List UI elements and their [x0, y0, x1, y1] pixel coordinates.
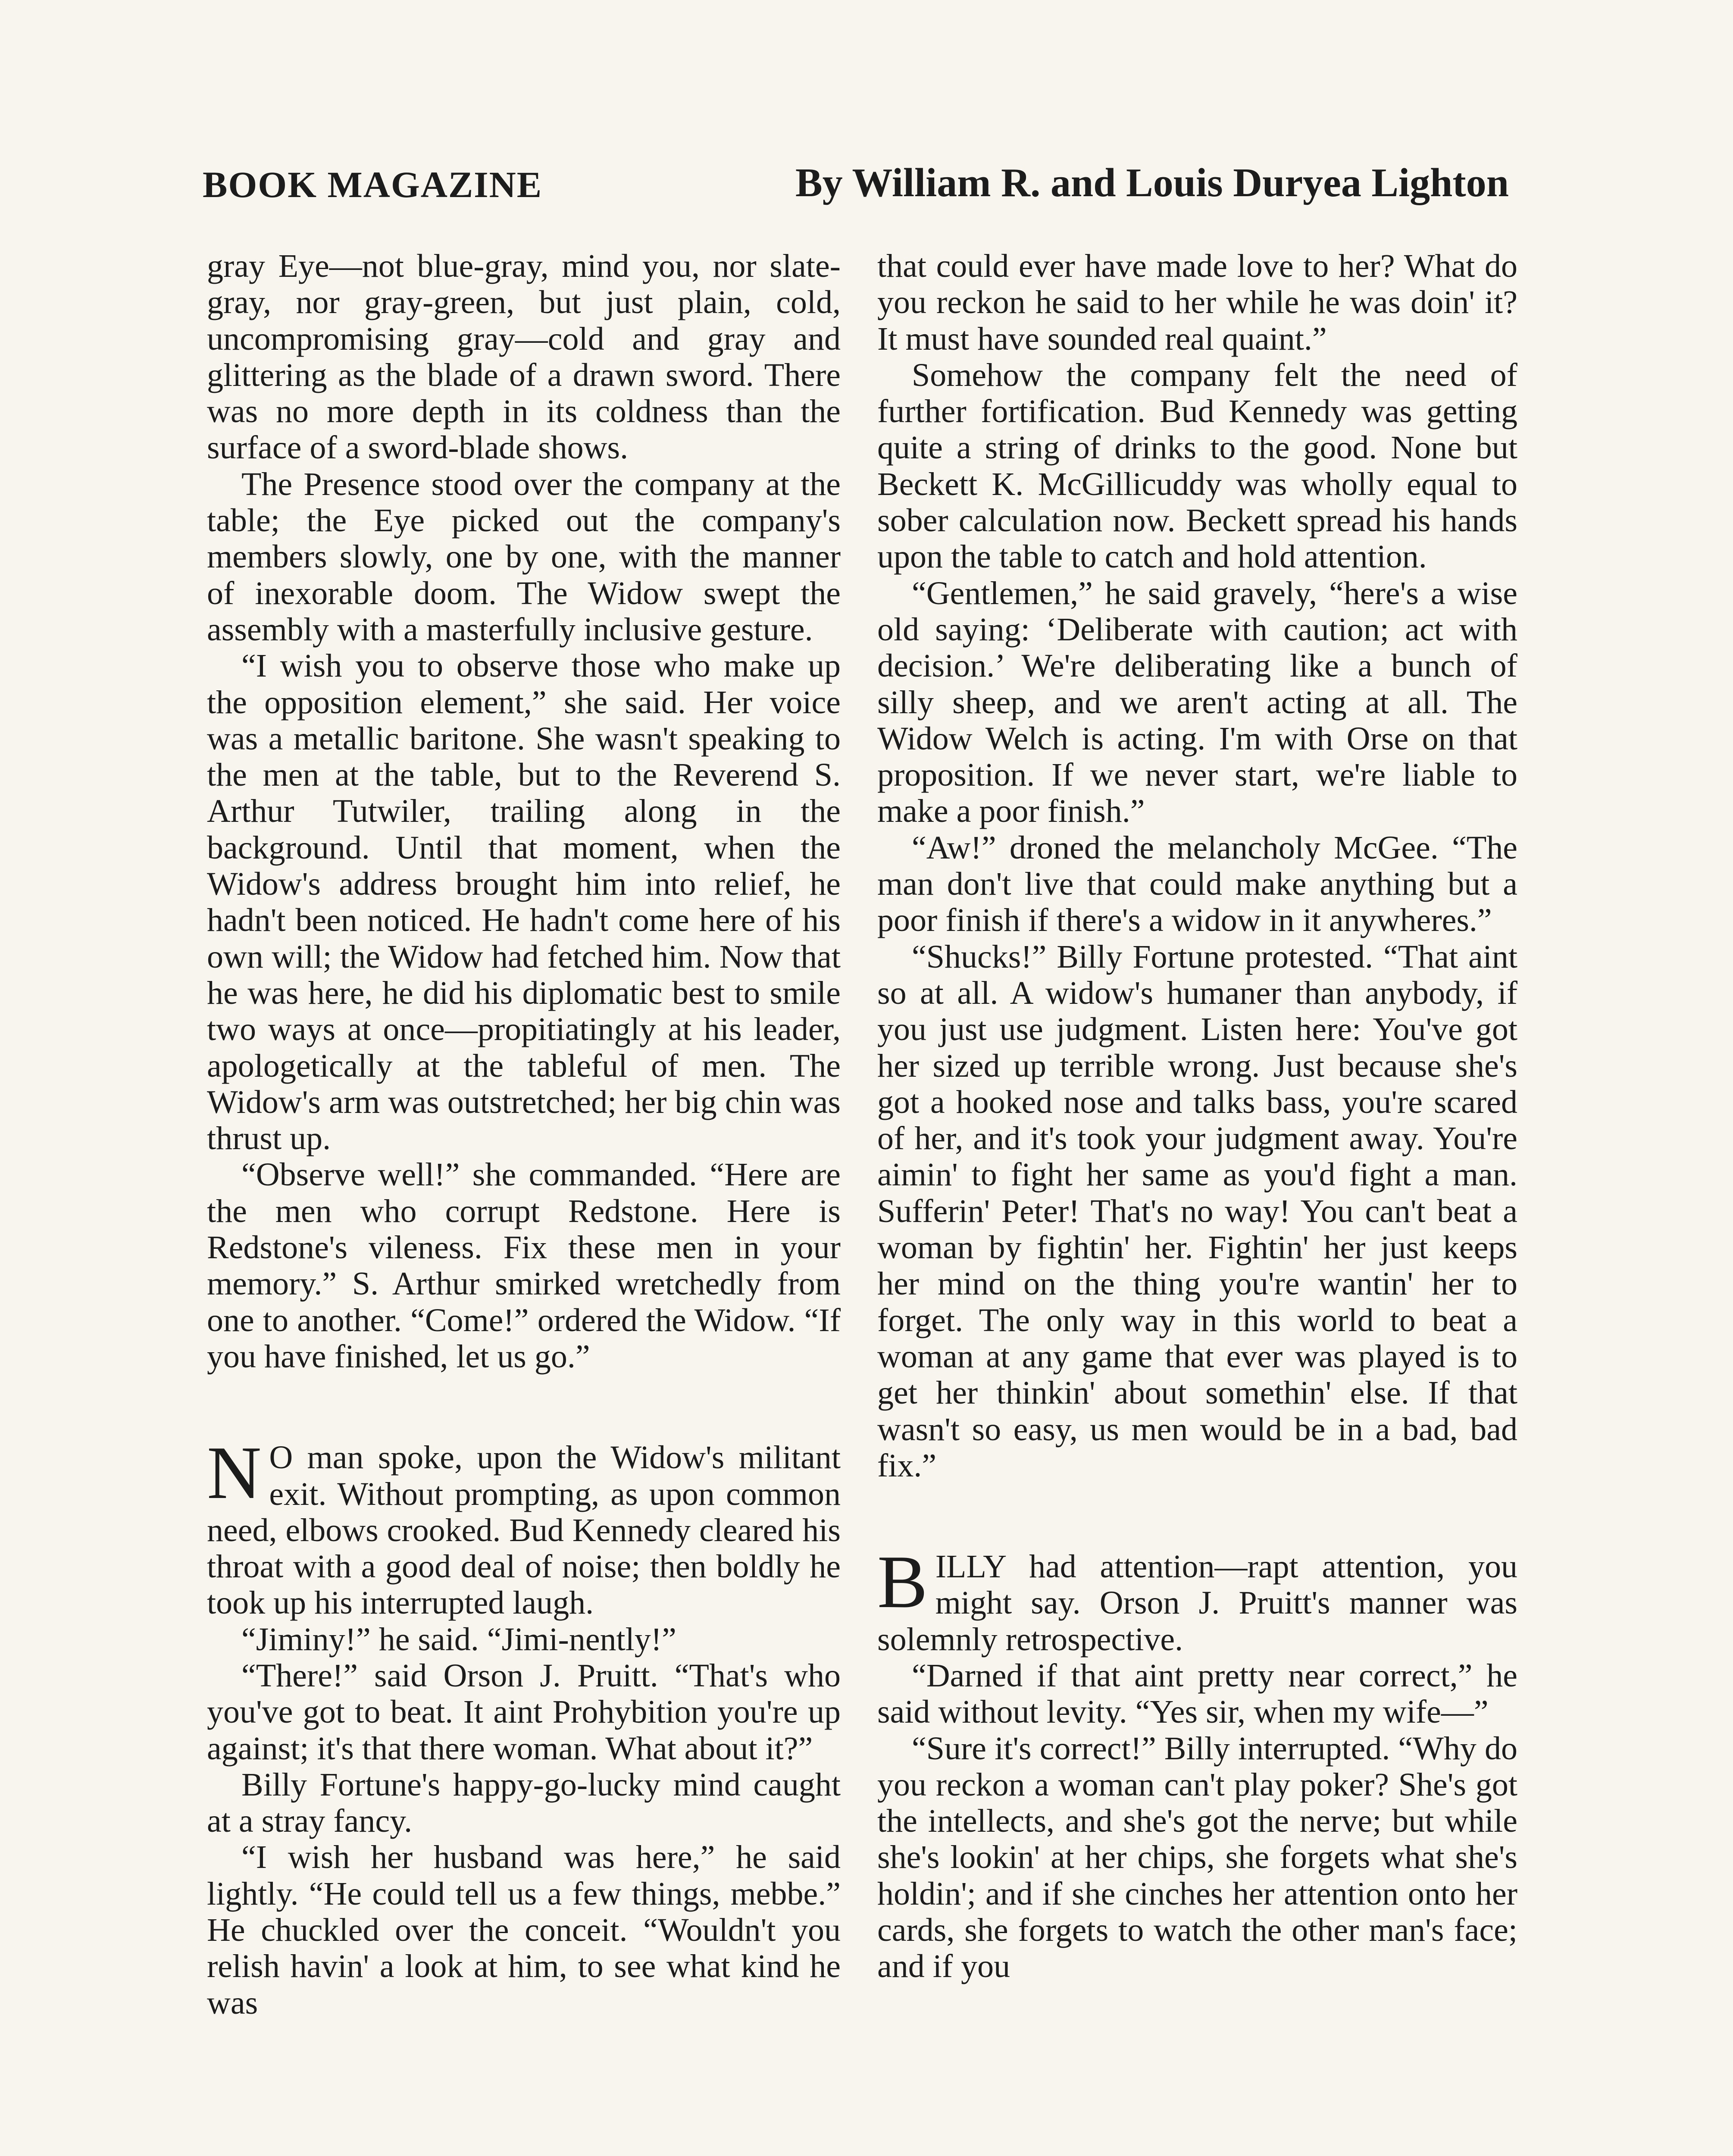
paragraph: “There!” said Orson J. Pruitt. “That's who you've got to beat. It aint Prohybition you're up against; it's that there woman. What about it?” [207, 1657, 841, 1767]
running-header [203, 155, 1509, 216]
drop-cap: N [207, 1431, 262, 1515]
paragraph: Billy Fortune's happy-go-lucky mind caught at a stray fancy. [207, 1766, 841, 1839]
text-column-left [207, 248, 841, 2021]
paragraph-text: ILLY had attention—rapt attention, you might say. Orson J. Pruitt's manner was solemnly retrospective. [877, 1548, 1517, 1658]
paragraph: “Gentlemen,” he said gravely, “here's a wise old saying: ‘Deliberate with caution; act with decision.’ We're deliberating like a bunch of silly sheep, and we aren't acting at all. The Widow Welch is acting. I'm with Orse on that proposition. If we never start, we're liable to make a poor finish.” [877, 575, 1517, 830]
text-column-right [877, 248, 1517, 1985]
paragraph: “Sure it's correct!” Billy interrupted. “Why do you reckon a woman can't play poker? She's got the intellects, and she's got the nerve; but while she's lookin' at her chips, she forgets what she's holdin'; and if she cinches her attention onto her cards, she forgets to watch the other man's face; and if you [877, 1730, 1517, 1985]
paragraph: “I wish you to observe those who make up the opposition element,” she said. Her voice was a metallic baritone. She wasn't speaking to the men at the table, but to the Reverend S. Arthur Tutwiler, trailing along in the background. Until that moment, when the Widow's address brought him into relief, he hadn't been noticed. He hadn't come here of his own will; the Widow had fetched him. Now that he was here, he did his diplomatic best to smile two ways at once—propitiatingly at his leader, apologetically at the tableful of men. The Widow's arm was outstretched; her big chin was thrust up. [207, 648, 841, 1157]
author-byline: By William R. and Louis Duryea Lighton [795, 160, 1509, 205]
drop-cap: B [877, 1540, 928, 1624]
paragraph: Somehow the company felt the need of further fortification. Bud Kennedy was getting quite a string of drinks to the good. None but Beckett K. McGillicuddy was wholly equal to sober calculation now. Beckett spread his hands upon the table to catch and hold attention. [877, 357, 1517, 575]
publication-name: BOOK MAGAZINE [203, 164, 543, 205]
paragraph: “Shucks!” Billy Fortune protested. “That aint so at all. A widow's humaner than anybody, if you just use judgment. Listen here: You've got her sized up terrible wrong. Just because she's got a hooked nose and talks bass, you're scared of her, and it's took your judgment away. You're aimin' to fight her same as you'd fight a man. Sufferin' Peter! That's no way! You can't beat a woman by fightin' her. Fightin' her just keeps her mind on the thing you're wantin' her to forget. The only way in this world to beat a woman at any game that ever was played is to get her thinkin' about somethin' else. If that wasn't so easy, us men would be in a bad, bad fix.” [877, 938, 1517, 1484]
paragraph: that could ever have made love to her? What do you reckon he said to her while he was doin' it? It must have sounded real quaint.” [877, 248, 1517, 357]
paragraph: “Observe well!” she commanded. “Here are the men who corrupt Redstone. Here is Redstone's vileness. Fix these men in your memory.” S. Arthur smirked wretchedly from one to another. “Come!” ordered the Widow. “If you have finished, let us go.” [207, 1156, 841, 1375]
section-paragraph [877, 1540, 1517, 1658]
paragraph: The Presence stood over the company at the table; the Eye picked out the company's members slowly, one by one, with the manner of inexorable doom. The Widow swept the assembly with a masterfully inclusive gesture. [207, 466, 841, 648]
paragraph: “I wish her husband was here,” he said lightly. “He could tell us a few things, mebbe.” He chuckled over the conceit. “Wouldn't you relish havin' a look at him, to see what kind he was [207, 1839, 841, 2021]
paragraph: “Jiminy!” he said. “Jimi-nently!” [241, 1621, 676, 1658]
paragraph-text: O man spoke, upon the Widow's militant exit. Without prompting, as upon common need, elbows crooked. Bud Kennedy cleared his throat with a good deal of noise; then boldly he took up his interrupted laugh. [207, 1439, 841, 1621]
section-paragraph [207, 1431, 841, 1621]
paragraph: “Aw!” droned the melancholy McGee. “The man don't live that could make anything but a poor finish if there's a widow in it anywheres.” [877, 829, 1517, 939]
paragraph: “Darned if that aint pretty near correct,” he said without levity. “Yes sir, when my wife—” [877, 1657, 1517, 1730]
paragraph: gray Eye—not blue-gray, mind you, nor slate-gray, nor gray-green, but just plain, cold, uncompromising gray—cold and gray and glittering as the blade of a drawn sword. There was no more depth in its coldness than the surface of a sword-blade shows. [207, 248, 841, 466]
